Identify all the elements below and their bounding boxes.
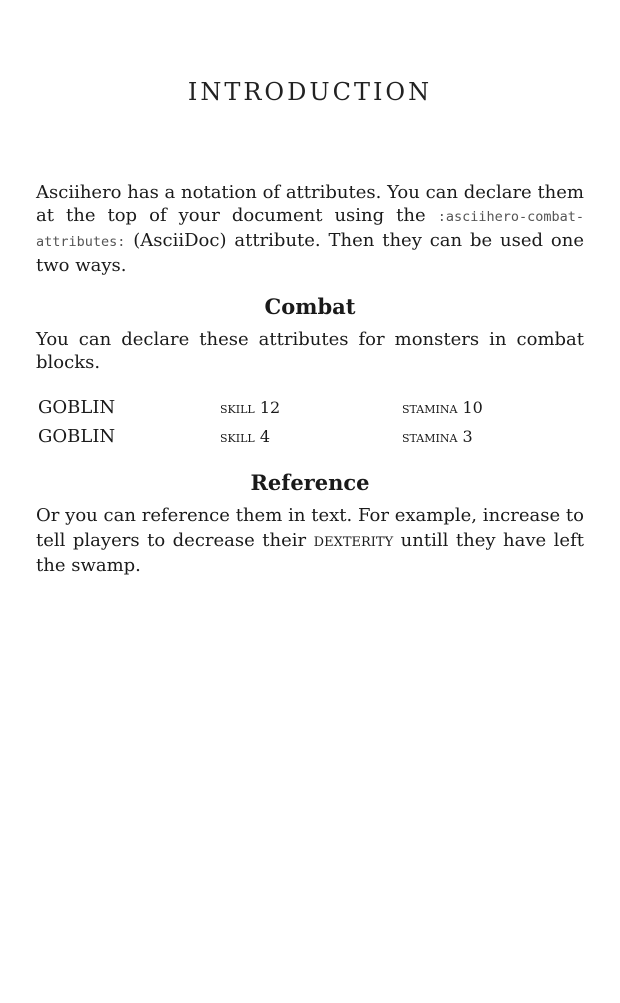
monster-skill xyxy=(220,398,402,417)
stamina-label: stamina xyxy=(402,427,458,446)
combat-block xyxy=(38,393,584,451)
attribute-reference: dexterity xyxy=(313,530,394,551)
combat-row xyxy=(38,393,584,422)
intro-paragraph xyxy=(36,181,584,277)
monster-skill xyxy=(220,427,402,446)
inline-code-attribute: :asciihero-combat-attributes: xyxy=(36,209,584,250)
reference-text-after: untill they have left the swamp. xyxy=(36,530,584,576)
monster-name: GOBLIN xyxy=(38,426,116,447)
combat-paragraph: You can declare these attributes for monsters in combat blocks. xyxy=(36,329,584,373)
chapter-title: INTRODUCTION xyxy=(187,78,433,106)
skill-value: 4 xyxy=(259,427,270,446)
reference-heading: Reference xyxy=(250,470,370,495)
skill-value: 12 xyxy=(259,398,281,417)
reference-text-before: Or you can reference them in text. For example, increase to tell players to decrease their xyxy=(36,505,584,551)
monster-stamina xyxy=(402,427,584,446)
intro-text-before-code: Asciihero has a notation of attributes. You can declare them at the top of your document using the xyxy=(36,182,584,226)
monster-name: GOBLIN xyxy=(38,397,116,418)
monster-stamina xyxy=(402,398,584,417)
skill-label: skill xyxy=(220,427,255,446)
combat-heading: Combat xyxy=(264,294,356,319)
intro-text-after-code: (AsciiDoc) attribute. Then they can be used one two ways. xyxy=(36,230,584,276)
stamina-value: 10 xyxy=(462,398,483,417)
combat-row xyxy=(38,422,584,451)
stamina-value: 3 xyxy=(462,427,473,446)
stamina-label: stamina xyxy=(402,398,458,417)
reference-paragraph xyxy=(36,503,584,578)
skill-label: skill xyxy=(220,398,255,417)
